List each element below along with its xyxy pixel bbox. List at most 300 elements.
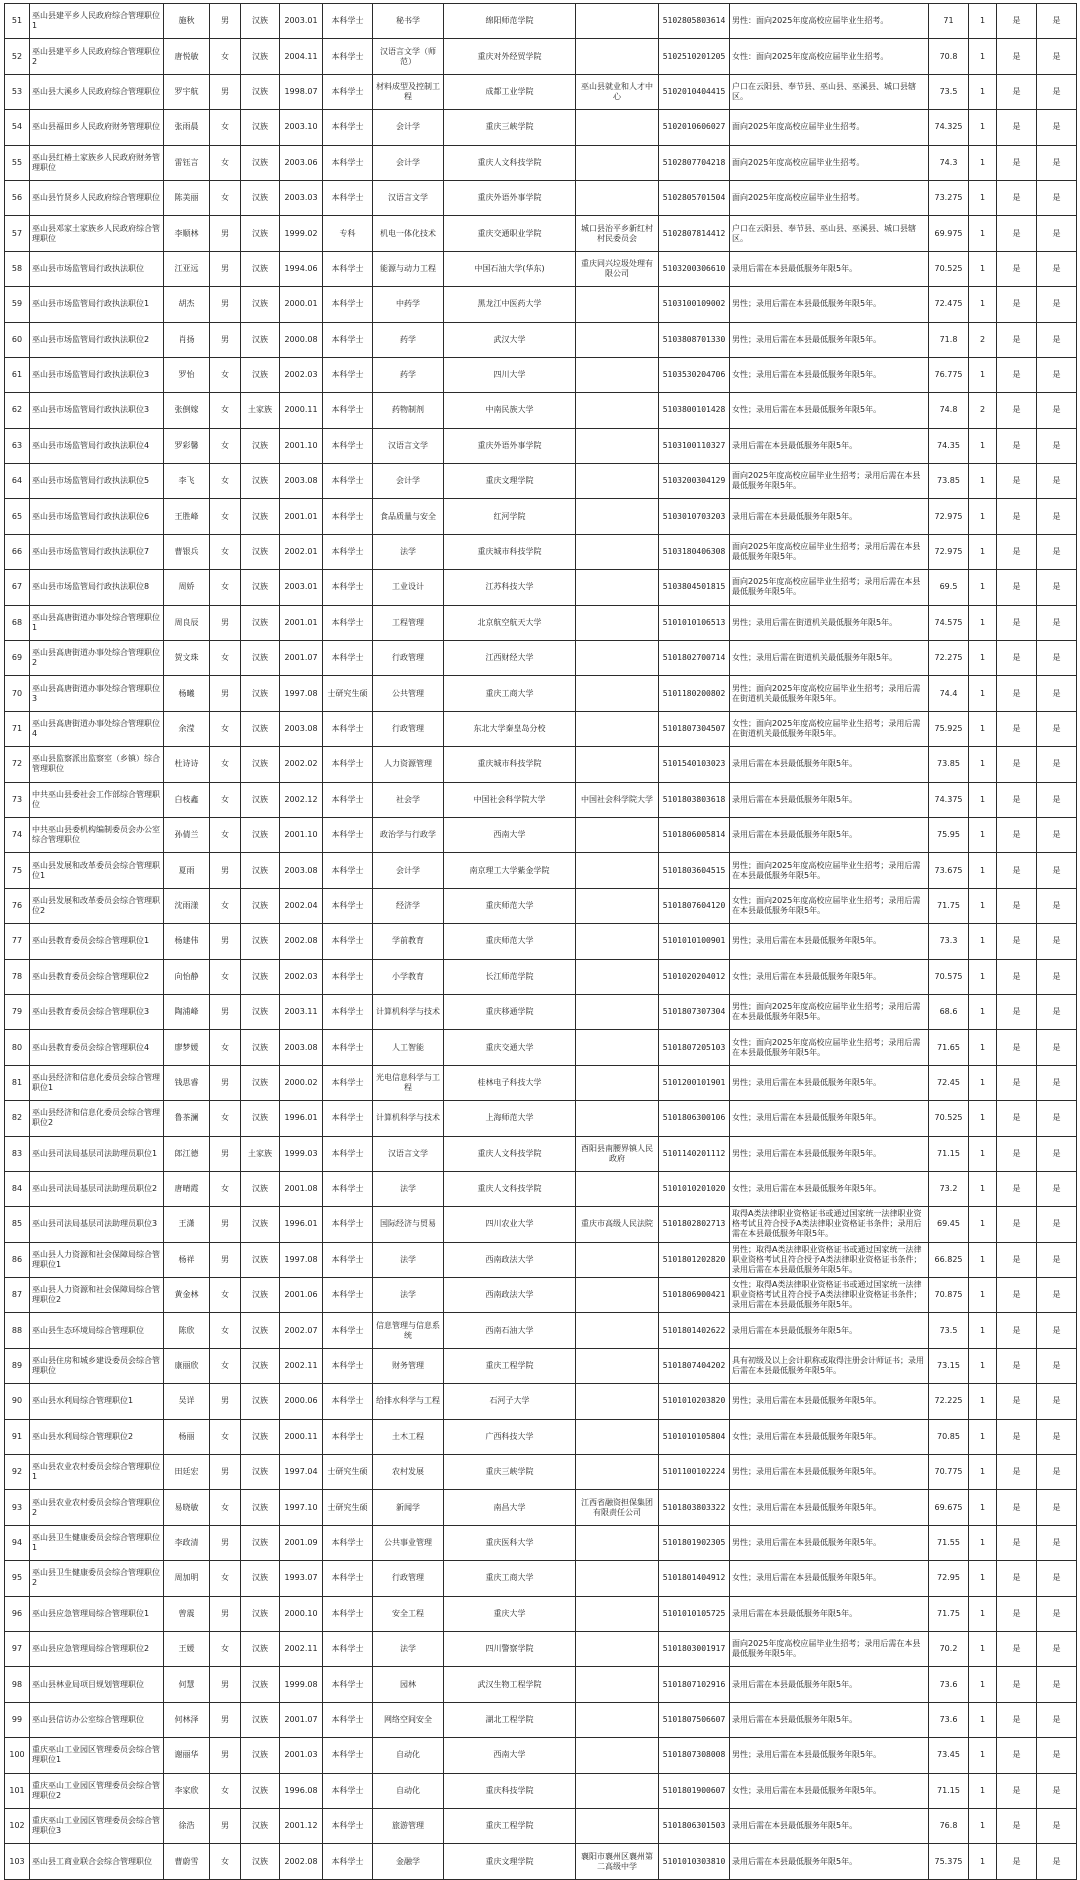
cell-major: 财务管理 (373, 1348, 444, 1383)
cell-rank: 1 (969, 641, 997, 676)
cell-major: 信息管理与信息系统 (373, 1313, 444, 1348)
cell-physical-exam-pass: 是 (997, 888, 1037, 923)
cell-employer: 巫山县就业和人才中心 (576, 74, 659, 109)
cell-row-index: 101 (5, 1773, 30, 1808)
cell-ethnicity: 汉族 (241, 1561, 280, 1596)
cell-remarks: 录用后需在本县最低服务年限5年。 (730, 1667, 929, 1702)
cell-total-score: 70.85 (929, 1419, 969, 1454)
cell-graduate-school: 重庆人文科技学院 (444, 1171, 576, 1206)
cell-remarks: 女性；录用后需在本县最低服务年限5年。 (730, 1773, 929, 1808)
cell-graduate-school: 重庆城市科技学院 (444, 534, 576, 569)
cell-inspection-pass: 是 (1037, 1419, 1077, 1454)
cell-remarks: 女性；录用后需在本县最低服务年限5年。 (730, 1490, 929, 1525)
cell-physical-exam-pass: 是 (997, 1490, 1037, 1525)
cell-major: 秘书学 (373, 4, 444, 39)
cell-birth-date: 1999.02 (280, 216, 323, 251)
cell-position-name: 巫山县教育委员会综合管理职位4 (30, 1030, 164, 1065)
cell-inspection-pass: 是 (1037, 74, 1077, 109)
cell-graduate-school: 重庆交通大学 (444, 1030, 576, 1065)
cell-birth-date: 2003.08 (280, 853, 323, 888)
cell-remarks: 录用后需在本县最低服务年限5年。 (730, 1702, 929, 1737)
cell-graduate-school: 重庆对外经贸学院 (444, 39, 576, 74)
cell-physical-exam-pass: 是 (997, 180, 1037, 215)
cell-rank: 1 (969, 1844, 997, 1879)
cell-name: 肖扬 (164, 322, 210, 357)
cell-position-name: 巫山县市场监管局行政执法职位5 (30, 464, 164, 499)
cell-remarks: 男性；录用后需在本县最低服务年限5年。 (730, 322, 929, 357)
cell-total-score: 72.45 (929, 1065, 969, 1100)
cell-rank: 1 (969, 287, 997, 322)
cell-exam-number: 5101010203820 (659, 1384, 730, 1419)
cell-position-name: 巫山县教育委员会综合管理职位1 (30, 924, 164, 959)
cell-ethnicity: 汉族 (241, 782, 280, 817)
table-row (5, 605, 1077, 640)
cell-inspection-pass: 是 (1037, 888, 1077, 923)
cell-education-degree: 本科学士 (323, 1242, 373, 1277)
cell-ethnicity: 汉族 (241, 1808, 280, 1843)
table-row (5, 1065, 1077, 1100)
cell-graduate-school: 重庆城市科技学院 (444, 747, 576, 782)
cell-total-score: 70.2 (929, 1631, 969, 1666)
cell-graduate-school: 重庆三峡学院 (444, 110, 576, 145)
cell-education-degree: 本科学士 (323, 924, 373, 959)
cell-major: 会计学 (373, 145, 444, 180)
cell-name: 鲁茶澜 (164, 1101, 210, 1136)
table-row (5, 888, 1077, 923)
table-row (5, 782, 1077, 817)
cell-birth-date: 2002.12 (280, 782, 323, 817)
cell-major: 人力资源管理 (373, 747, 444, 782)
cell-gender: 女 (210, 817, 241, 852)
cell-education-degree: 士研究生硕 (323, 676, 373, 711)
cell-exam-number: 5101802700714 (659, 641, 730, 676)
cell-remarks: 男性；面向2025年度高校应届毕业生招考；录用后需在本县最低服务年限5年。 (730, 853, 929, 888)
cell-graduate-school: 长江师范学院 (444, 959, 576, 994)
cell-total-score: 74.8 (929, 393, 969, 428)
cell-physical-exam-pass: 是 (997, 1171, 1037, 1206)
cell-education-degree: 本科学士 (323, 1525, 373, 1560)
cell-exam-number: 5101801404912 (659, 1561, 730, 1596)
cell-row-index: 89 (5, 1348, 30, 1383)
cell-exam-number: 5103100109002 (659, 287, 730, 322)
cell-position-name: 巫山县市场监管局行政执法职位4 (30, 428, 164, 463)
cell-birth-date: 2001.07 (280, 1702, 323, 1737)
cell-position-name: 巫山县高唐街道办事处综合管理职位1 (30, 605, 164, 640)
cell-ethnicity: 汉族 (241, 39, 280, 74)
cell-remarks: 录用后需在本县最低服务年限5年。 (730, 428, 929, 463)
cell-exam-number: 5101801402622 (659, 1313, 730, 1348)
cell-education-degree: 本科学士 (323, 817, 373, 852)
cell-graduate-school: 黑龙江中医药大学 (444, 287, 576, 322)
cell-gender: 女 (210, 110, 241, 145)
cell-employer (576, 1561, 659, 1596)
cell-inspection-pass: 是 (1037, 322, 1077, 357)
cell-gender: 女 (210, 1773, 241, 1808)
cell-physical-exam-pass: 是 (997, 1844, 1037, 1879)
cell-exam-number: 5103808701330 (659, 322, 730, 357)
cell-physical-exam-pass: 是 (997, 676, 1037, 711)
cell-gender: 女 (210, 180, 241, 215)
cell-inspection-pass: 是 (1037, 1631, 1077, 1666)
cell-graduate-school: 重庆医科大学 (444, 1525, 576, 1560)
cell-physical-exam-pass: 是 (997, 1667, 1037, 1702)
cell-physical-exam-pass: 是 (997, 782, 1037, 817)
cell-employer: 酉阳县南腰界镇人民政府 (576, 1136, 659, 1171)
cell-rank: 1 (969, 605, 997, 640)
cell-inspection-pass: 是 (1037, 1561, 1077, 1596)
table-row (5, 641, 1077, 676)
cell-rank: 1 (969, 1596, 997, 1631)
cell-exam-number: 5101180200802 (659, 676, 730, 711)
cell-rank: 1 (969, 747, 997, 782)
table-row (5, 1844, 1077, 1879)
cell-remarks: 男性；录用后需在本县最低服务年限5年。 (730, 1136, 929, 1171)
cell-gender: 女 (210, 1030, 241, 1065)
cell-remarks: 面向2025年度高校应届毕业生招考。 (730, 110, 929, 145)
cell-rank: 1 (969, 1348, 997, 1383)
cell-row-index: 96 (5, 1596, 30, 1631)
cell-ethnicity: 汉族 (241, 605, 280, 640)
cell-position-name: 巫山县水利局综合管理职位1 (30, 1384, 164, 1419)
cell-major: 经济学 (373, 888, 444, 923)
cell-ethnicity: 汉族 (241, 1278, 280, 1313)
cell-remarks: 男性：面向2025年度高校应届毕业生招考。 (730, 4, 929, 39)
cell-total-score: 72.475 (929, 287, 969, 322)
cell-gender: 女 (210, 1313, 241, 1348)
cell-name: 王胜峰 (164, 499, 210, 534)
cell-employer (576, 994, 659, 1029)
table-row (5, 1455, 1077, 1490)
cell-name: 吴详 (164, 1384, 210, 1419)
cell-rank: 1 (969, 110, 997, 145)
cell-birth-date: 2002.03 (280, 959, 323, 994)
cell-birth-date: 2001.12 (280, 1808, 323, 1843)
table-row (5, 1136, 1077, 1171)
cell-row-index: 93 (5, 1490, 30, 1525)
cell-remarks: 面向2025年度高校应届毕业生招考。 (730, 145, 929, 180)
cell-position-name: 重庆巫山工业园区管理委员会综合管理职位3 (30, 1808, 164, 1843)
cell-physical-exam-pass: 是 (997, 1702, 1037, 1737)
cell-birth-date: 2004.11 (280, 39, 323, 74)
cell-employer (576, 1065, 659, 1100)
cell-birth-date: 2002.01 (280, 534, 323, 569)
cell-ethnicity: 汉族 (241, 1844, 280, 1879)
cell-row-index: 86 (5, 1242, 30, 1277)
cell-ethnicity: 汉族 (241, 1455, 280, 1490)
cell-remarks: 面向2025年度高校应届毕业生招考；录用后需在本县最低服务年限5年。 (730, 570, 929, 605)
cell-birth-date: 1994.06 (280, 251, 323, 286)
cell-total-score: 69.975 (929, 216, 969, 251)
cell-ethnicity: 汉族 (241, 357, 280, 392)
cell-gender: 女 (210, 782, 241, 817)
cell-employer (576, 1702, 659, 1737)
cell-education-degree: 本科学士 (323, 357, 373, 392)
cell-employer (576, 1773, 659, 1808)
cell-birth-date: 2002.02 (280, 747, 323, 782)
cell-position-name: 巫山县应急管理局综合管理职位1 (30, 1596, 164, 1631)
cell-ethnicity: 汉族 (241, 1525, 280, 1560)
cell-row-index: 66 (5, 534, 30, 569)
table-row (5, 1030, 1077, 1065)
cell-name: 罗宇航 (164, 74, 210, 109)
cell-total-score: 72.275 (929, 641, 969, 676)
cell-education-degree: 本科学士 (323, 782, 373, 817)
cell-remarks: 录用后需在本县最低服务年限5年。 (730, 782, 929, 817)
cell-row-index: 74 (5, 817, 30, 852)
cell-inspection-pass: 是 (1037, 499, 1077, 534)
cell-exam-number: 5101020204012 (659, 959, 730, 994)
table-row (5, 39, 1077, 74)
cell-physical-exam-pass: 是 (997, 570, 1037, 605)
cell-major: 药学 (373, 357, 444, 392)
cell-rank: 1 (969, 251, 997, 286)
table-row (5, 1525, 1077, 1560)
cell-exam-number: 5103200304129 (659, 464, 730, 499)
cell-gender: 女 (210, 711, 241, 746)
table-row (5, 499, 1077, 534)
cell-physical-exam-pass: 是 (997, 817, 1037, 852)
cell-gender: 女 (210, 1561, 241, 1596)
cell-remarks: 男性；面向2025年度高校应届毕业生招考；录用后需在本县最低服务年限5年。 (730, 994, 929, 1029)
cell-graduate-school: 重庆移通学院 (444, 994, 576, 1029)
cell-exam-number: 5101540103023 (659, 747, 730, 782)
cell-ethnicity: 汉族 (241, 428, 280, 463)
cell-physical-exam-pass: 是 (997, 464, 1037, 499)
cell-row-index: 55 (5, 145, 30, 180)
cell-employer (576, 747, 659, 782)
cell-gender: 女 (210, 145, 241, 180)
cell-name: 杨丽 (164, 1419, 210, 1454)
cell-position-name: 巫山县市场监管局行政执法职位7 (30, 534, 164, 569)
cell-rank: 1 (969, 180, 997, 215)
cell-remarks: 女性；录用后需在本县最低服务年限5年。 (730, 1171, 929, 1206)
cell-employer (576, 1455, 659, 1490)
cell-row-index: 58 (5, 251, 30, 286)
cell-exam-number: 5101807205103 (659, 1030, 730, 1065)
cell-inspection-pass: 是 (1037, 1738, 1077, 1773)
cell-employer (576, 428, 659, 463)
cell-employer (576, 1030, 659, 1065)
cell-position-name: 重庆巫山工业园区管理委员会综合管理职位2 (30, 1773, 164, 1808)
cell-exam-number: 5103804501815 (659, 570, 730, 605)
cell-inspection-pass: 是 (1037, 817, 1077, 852)
cell-ethnicity: 汉族 (241, 1738, 280, 1773)
cell-physical-exam-pass: 是 (997, 1525, 1037, 1560)
cell-rank: 1 (969, 1667, 997, 1702)
cell-name: 谢丽华 (164, 1738, 210, 1773)
cell-row-index: 94 (5, 1525, 30, 1560)
table-row (5, 959, 1077, 994)
cell-major: 材料成型及控制工程 (373, 74, 444, 109)
cell-education-degree: 专科 (323, 216, 373, 251)
cell-major: 给排水科学与工程 (373, 1384, 444, 1419)
cell-education-degree: 本科学士 (323, 570, 373, 605)
cell-major: 会计学 (373, 853, 444, 888)
cell-remarks: 女性；面向2025年度高校应届毕业生招考；录用后需在街道机关最低服务年限5年。 (730, 711, 929, 746)
cell-name: 李顺林 (164, 216, 210, 251)
cell-rank: 1 (969, 1242, 997, 1277)
cell-rank: 1 (969, 1490, 997, 1525)
cell-row-index: 61 (5, 357, 30, 392)
cell-rank: 1 (969, 711, 997, 746)
cell-inspection-pass: 是 (1037, 605, 1077, 640)
table-row (5, 1667, 1077, 1702)
cell-education-degree: 本科学士 (323, 711, 373, 746)
cell-graduate-school: 四川警察学院 (444, 1631, 576, 1666)
cell-name: 王潇 (164, 1207, 210, 1242)
table-row (5, 464, 1077, 499)
cell-physical-exam-pass: 是 (997, 1030, 1037, 1065)
cell-total-score: 73.3 (929, 924, 969, 959)
cell-ethnicity: 汉族 (241, 1702, 280, 1737)
cell-remarks: 录用后需在本县最低服务年限5年。 (730, 1596, 929, 1631)
cell-employer (576, 4, 659, 39)
cell-rank: 1 (969, 428, 997, 463)
cell-education-degree: 本科学士 (323, 499, 373, 534)
cell-education-degree: 本科学士 (323, 74, 373, 109)
cell-row-index: 82 (5, 1101, 30, 1136)
cell-ethnicity: 汉族 (241, 110, 280, 145)
cell-row-index: 53 (5, 74, 30, 109)
cell-remarks: 录用后需在本县最低服务年限5年。 (730, 1844, 929, 1879)
cell-rank: 1 (969, 39, 997, 74)
cell-row-index: 75 (5, 853, 30, 888)
cell-rank: 1 (969, 924, 997, 959)
cell-gender: 男 (210, 676, 241, 711)
cell-inspection-pass: 是 (1037, 464, 1077, 499)
cell-exam-number: 5101806005814 (659, 817, 730, 852)
cell-physical-exam-pass: 是 (997, 924, 1037, 959)
cell-total-score: 72.95 (929, 1561, 969, 1596)
cell-major: 法学 (373, 1242, 444, 1277)
cell-rank: 1 (969, 1313, 997, 1348)
cell-total-score: 72.225 (929, 1384, 969, 1419)
cell-education-degree: 士研究生硕 (323, 1455, 373, 1490)
cell-position-name: 中共巫山县委社会工作部综合管理职位 (30, 782, 164, 817)
cell-rank: 1 (969, 959, 997, 994)
cell-rank: 1 (969, 1525, 997, 1560)
cell-birth-date: 2003.11 (280, 994, 323, 1029)
cell-ethnicity: 汉族 (241, 216, 280, 251)
cell-ethnicity: 汉族 (241, 676, 280, 711)
cell-physical-exam-pass: 是 (997, 1631, 1037, 1666)
cell-position-name: 巫山县林业局项目规划管理职位 (30, 1667, 164, 1702)
cell-graduate-school: 东北大学秦皇岛分校 (444, 711, 576, 746)
cell-ethnicity: 汉族 (241, 1490, 280, 1525)
cell-rank: 1 (969, 853, 997, 888)
cell-birth-date: 1993.07 (280, 1561, 323, 1596)
cell-rank: 1 (969, 1455, 997, 1490)
cell-remarks: 录用后需在本县最低服务年限5年。 (730, 251, 929, 286)
cell-education-degree: 本科学士 (323, 1384, 373, 1419)
cell-exam-number: 5101803001917 (659, 1631, 730, 1666)
cell-inspection-pass: 是 (1037, 747, 1077, 782)
cell-physical-exam-pass: 是 (997, 322, 1037, 357)
cell-remarks: 取得A类法律职业资格证书或通过国家统一法律职业资格考试且符合授予A类法律职业资格证书条件；录用后需在本县最低服务年限5年。 (730, 1207, 929, 1242)
cell-graduate-school: 重庆工商大学 (444, 1561, 576, 1596)
table-row (5, 1419, 1077, 1454)
cell-position-name: 巫山县卫生健康委员会综合管理职位1 (30, 1525, 164, 1560)
cell-graduate-school: 四川大学 (444, 357, 576, 392)
cell-education-degree: 本科学士 (323, 1419, 373, 1454)
recruitment-table (4, 3, 1077, 1880)
cell-physical-exam-pass: 是 (997, 1596, 1037, 1631)
cell-rank: 2 (969, 393, 997, 428)
cell-exam-number: 5103100110327 (659, 428, 730, 463)
cell-inspection-pass: 是 (1037, 1348, 1077, 1383)
cell-total-score: 73.675 (929, 853, 969, 888)
cell-exam-number: 5102010606027 (659, 110, 730, 145)
cell-physical-exam-pass: 是 (997, 251, 1037, 286)
cell-ethnicity: 汉族 (241, 1631, 280, 1666)
cell-name: 胡杰 (164, 287, 210, 322)
cell-inspection-pass: 是 (1037, 287, 1077, 322)
cell-gender: 女 (210, 39, 241, 74)
cell-exam-number: 5102807814412 (659, 216, 730, 251)
cell-major: 人工智能 (373, 1030, 444, 1065)
cell-birth-date: 2002.03 (280, 357, 323, 392)
cell-graduate-school: 绵阳师范学院 (444, 4, 576, 39)
cell-graduate-school: 石河子大学 (444, 1384, 576, 1419)
cell-position-name: 巫山县住房和城乡建设委员会综合管理职位 (30, 1348, 164, 1383)
cell-remarks: 户口在云阳县、奉节县、巫山县、巫溪县、城口县辖区。 (730, 216, 929, 251)
cell-education-degree: 本科学士 (323, 1348, 373, 1383)
cell-major: 园林 (373, 1667, 444, 1702)
cell-name: 何林泽 (164, 1702, 210, 1737)
cell-total-score: 73.85 (929, 464, 969, 499)
table-row (5, 74, 1077, 109)
cell-inspection-pass: 是 (1037, 1844, 1077, 1879)
cell-gender: 女 (210, 499, 241, 534)
cell-education-degree: 本科学士 (323, 1808, 373, 1843)
cell-total-score: 73.2 (929, 1171, 969, 1206)
cell-inspection-pass: 是 (1037, 1242, 1077, 1277)
cell-position-name: 巫山县建平乡人民政府综合管理职位2 (30, 39, 164, 74)
cell-name: 何慧 (164, 1667, 210, 1702)
cell-physical-exam-pass: 是 (997, 1384, 1037, 1419)
cell-total-score: 68.6 (929, 994, 969, 1029)
cell-major: 会计学 (373, 110, 444, 145)
cell-exam-number: 5101807604120 (659, 888, 730, 923)
cell-name: 曾震 (164, 1596, 210, 1631)
cell-rank: 1 (969, 1136, 997, 1171)
cell-major: 行政管理 (373, 711, 444, 746)
cell-birth-date: 2000.01 (280, 287, 323, 322)
cell-remarks: 男性；录用后需在本县最低服务年限5年。 (730, 1738, 929, 1773)
cell-employer: 城口县治平乡新红村村民委员会 (576, 216, 659, 251)
cell-rank: 1 (969, 499, 997, 534)
cell-row-index: 95 (5, 1561, 30, 1596)
cell-birth-date: 2001.03 (280, 1738, 323, 1773)
cell-total-score: 70.875 (929, 1278, 969, 1313)
cell-inspection-pass: 是 (1037, 1278, 1077, 1313)
cell-rank: 1 (969, 1631, 997, 1666)
cell-ethnicity: 汉族 (241, 994, 280, 1029)
cell-inspection-pass: 是 (1037, 1773, 1077, 1808)
cell-physical-exam-pass: 是 (997, 534, 1037, 569)
cell-total-score: 74.3 (929, 145, 969, 180)
cell-row-index: 79 (5, 994, 30, 1029)
cell-ethnicity: 汉族 (241, 1242, 280, 1277)
cell-major: 计算机科学与技术 (373, 994, 444, 1029)
cell-physical-exam-pass: 是 (997, 1561, 1037, 1596)
cell-total-score: 74.35 (929, 428, 969, 463)
cell-gender: 男 (210, 1384, 241, 1419)
cell-employer (576, 464, 659, 499)
cell-row-index: 67 (5, 570, 30, 605)
cell-employer (576, 1242, 659, 1277)
table-row (5, 357, 1077, 392)
